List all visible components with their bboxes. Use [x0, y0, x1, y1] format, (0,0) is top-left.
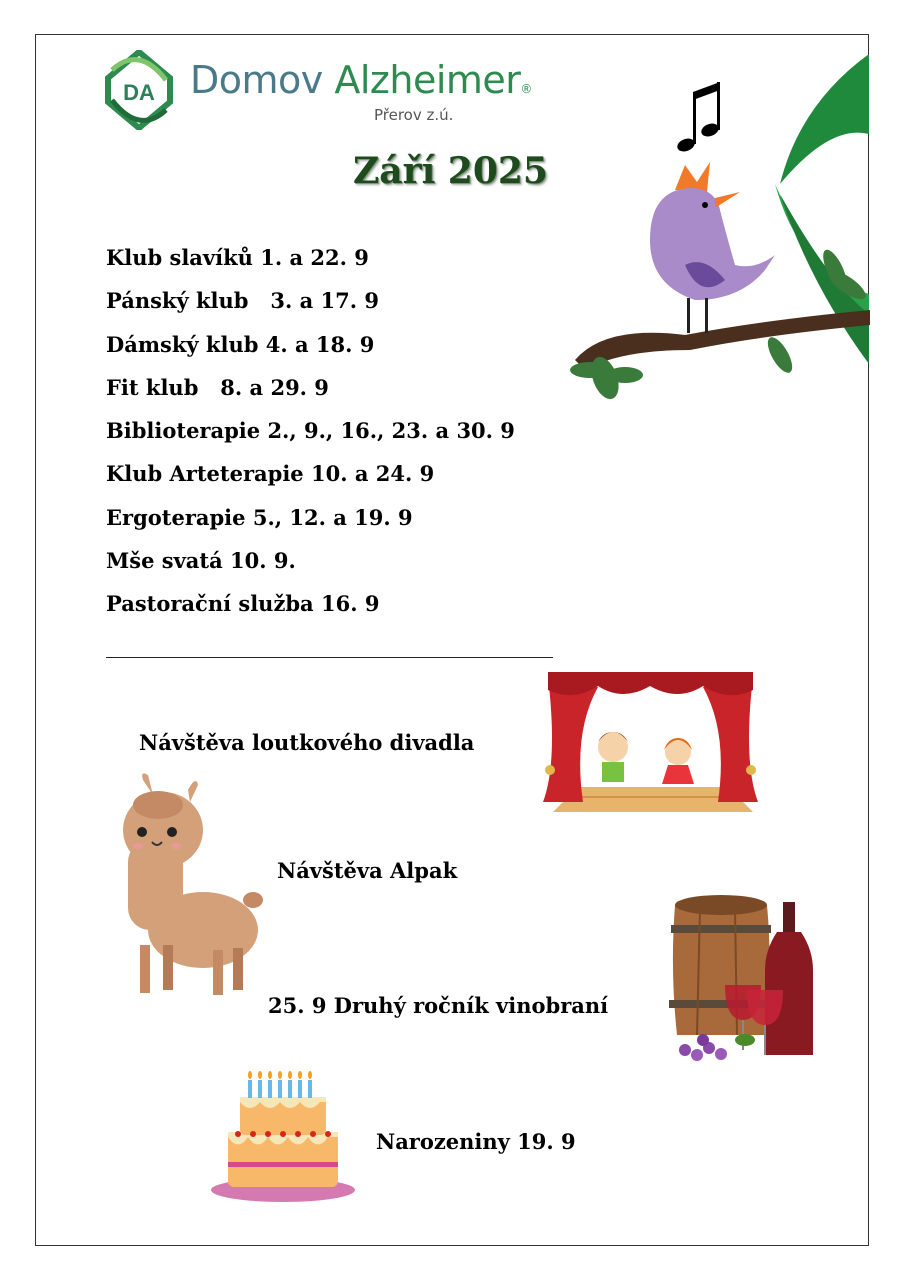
wine-barrel-icon — [655, 890, 830, 1070]
schedule-item: Biblioterapie 2., 9., 16., 23. a 30. 9 — [106, 418, 515, 444]
logo-name-domov: Domov — [190, 58, 323, 102]
cake-icon — [208, 1062, 358, 1204]
event-puppet-theatre: Návštěva loutkového divadla — [139, 730, 475, 755]
schedule-item: Pastorační služba 16. 9 — [106, 591, 380, 617]
schedule-item: Mše svatá 10. 9. — [106, 548, 296, 574]
logo-name — [190, 58, 532, 102]
logo-name-alzheimer: Alzheimer — [334, 58, 521, 102]
theater-icon — [538, 672, 763, 817]
logo-subtitle: Přerov z.ú. — [374, 106, 454, 124]
bird-icon — [565, 160, 870, 415]
schedule-list — [106, 236, 515, 626]
page-title: Září 2025 — [353, 150, 548, 192]
schedule-item: Ergoterapie 5., 12. a 19. 9 — [106, 504, 413, 530]
event-birthday: Narozeniny 19. 9 — [376, 1129, 576, 1154]
event-wine-harvest: 25. 9 Druhý ročník vinobraní — [268, 993, 609, 1018]
svg-text:DA: DA — [123, 80, 155, 105]
schedule-item: Klub Arteterapie 10. a 24. 9 — [106, 461, 435, 487]
section-divider — [106, 657, 553, 658]
logo-mark — [104, 50, 174, 130]
music-note-icon — [676, 80, 721, 155]
alpaca-icon — [118, 770, 263, 1000]
schedule-item: Dámský klub 4. a 18. 9 — [106, 331, 375, 357]
event-alpaca-visit: Návštěva Alpak — [277, 858, 458, 883]
schedule-item: Pánský klub 3. a 17. 9 — [106, 288, 380, 314]
registered-mark: ® — [520, 82, 532, 96]
schedule-item: Klub slavíků 1. a 22. 9 — [106, 245, 369, 270]
schedule-item: Fit klub 8. a 29. 9 — [106, 374, 329, 400]
